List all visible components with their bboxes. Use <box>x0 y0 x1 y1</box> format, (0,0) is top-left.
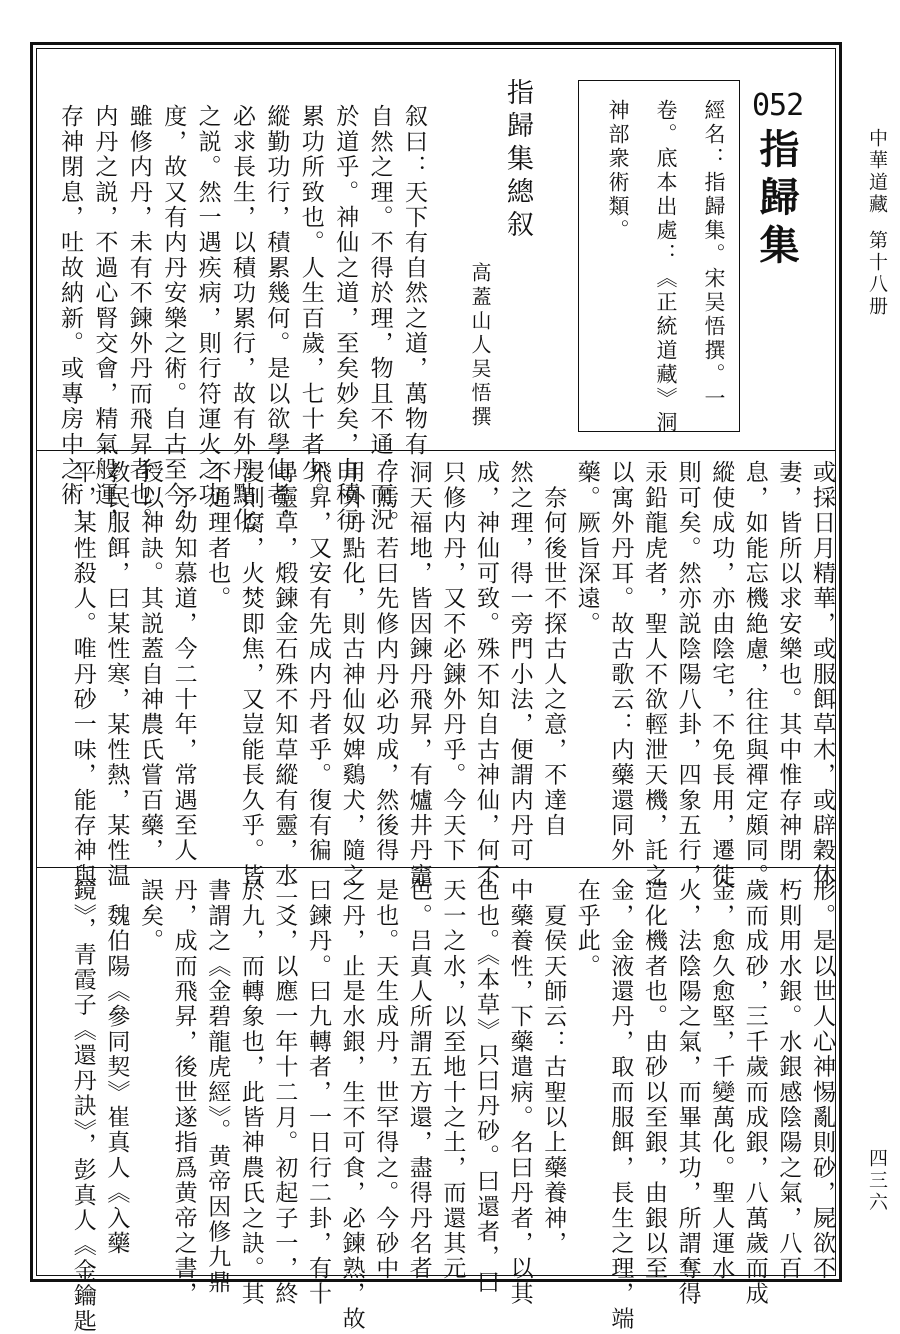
text-column: 朽則用水銀。水銀感陰陽之氣，八百 <box>775 878 802 1282</box>
text-column: 鏡》，青霞子《還丹訣》，彭真人《金鑰匙 <box>69 878 96 1334</box>
text-column: 然之理，得一旁門小法，便謂内丹可 <box>506 460 533 864</box>
text-column: 平，某性殺人。唯丹砂一味，能存神與 <box>69 460 96 889</box>
text-column: 之丹，止是水銀，生不可食，必鍊熟，故 <box>338 878 365 1332</box>
text-column: 縱使成功，亦由陰宅，不免長用，遷徙 <box>708 460 735 889</box>
text-column: 只修内丹，又不必鍊外丹乎。今天下 <box>439 460 466 864</box>
text-column: 存焉。若曰先修内丹必功成，然後得 <box>372 460 399 864</box>
info-line-1: 經名：指歸集。宋吴悟撰。一 <box>702 99 726 411</box>
text-column: 浸則腐，火焚即焦，又豈能長久乎。皆 <box>237 460 264 889</box>
text-column: 縱勤功行，積累幾何。是以欲學仙者， <box>263 104 290 533</box>
entry-info-box <box>578 80 740 435</box>
text-column: 叙曰：天下有自然之道，萬物有 <box>401 104 427 457</box>
text-column: 之説。然一遇疾病，則行符運火之功 <box>194 104 221 508</box>
text-column: 藥。厥旨深遠。 <box>573 460 600 637</box>
text-column: 教民服餌，曰某性寒，某性熱，某性温 <box>103 460 130 889</box>
text-column: 誤矣。 <box>137 878 163 954</box>
text-column: 於九，而轉象也，此皆神農氏之訣。其 <box>237 878 264 1307</box>
text-column: 尋靈草，煅鍊金石殊不知草縱有靈，水 <box>271 460 298 889</box>
entry-number: 052 <box>752 88 804 123</box>
text-column: 火，法陰陽之氣，而畢其功，所謂奪得 <box>674 878 701 1307</box>
text-column: 天一之水，以至地十之土，而還其元 <box>439 878 466 1282</box>
text-column: 曰鍊丹。曰九轉者，一日行二卦，有十 <box>305 878 331 1307</box>
text-column: 造化機者也。由砂以至銀，由銀以至 <box>641 878 667 1282</box>
text-column: 色。吕真人所謂五方還，盡得丹名者 <box>405 878 432 1282</box>
preface-title: 指歸集總叙 <box>502 78 533 243</box>
text-column: 累功所致也。人生百歲，七十者少。 <box>297 104 324 508</box>
margin-page-number: 四三六 <box>866 1148 888 1214</box>
text-column: 歲而成砂，三千歲而成銀，八萬歲而成 <box>741 878 768 1307</box>
text-column: 洞天福地，皆因鍊丹飛昇，有爐井丹竈 <box>405 460 432 889</box>
text-column: 二爻，以應一年十二月。初起子一，終 <box>271 878 298 1307</box>
text-column: 則可矣。然亦説陰陽八卦，四象五行， <box>674 460 701 889</box>
text-column: 予幼知慕道，今二十年，常遇至人 <box>170 460 197 864</box>
preface-author: 高蓋山人吴悟撰 <box>468 262 492 430</box>
text-column: 是也。天生成丹，世罕得之。今砂中 <box>372 878 399 1282</box>
text-column: 書謂之《金碧龍虎經》。黄帝因修九鼎 <box>204 878 231 1295</box>
text-column: 夏侯天師云：古聖以上藥養神， <box>540 878 567 1256</box>
text-column: 雖修内丹，未有不鍊外丹而飛昇者也。 <box>125 104 152 533</box>
text-column: 在乎此。 <box>573 878 600 979</box>
text-column: 色也。《本草》只曰丹砂。曰還者，曰 <box>473 878 499 1295</box>
text-column: 中藥養性，下藥遣病。名曰丹者，以其 <box>506 878 533 1307</box>
text-column: 以寓外丹耳。故古歌云：内藥還同外 <box>607 460 634 864</box>
text-column: 不通理者也。 <box>204 460 231 612</box>
margin-volume: 第十八册 <box>866 230 888 318</box>
text-column: 金，愈久愈堅，千變萬化。聖人運水 <box>708 878 735 1282</box>
text-column: 魏伯陽《參同契》崔真人《入藥 <box>103 878 130 1256</box>
text-column: 於道乎。神仙之道，至矣妙矣，由積行 <box>332 104 359 533</box>
text-column: 息，如能忘機絶慮，往往與禪定頗同。 <box>741 460 768 889</box>
info-line-3: 神部衆術類。 <box>606 99 630 243</box>
text-column: 丹，成而飛昇，後世遂指爲黄帝之書， <box>170 878 197 1307</box>
text-column: 飛昇，又安有先成内丹者乎。復有徧 <box>305 460 331 864</box>
text-column: 授以神訣。其説蓋自神農氏嘗百藥， <box>137 460 163 864</box>
text-column: 必求長生，以積功累行，故有外丹點化 <box>229 104 255 533</box>
text-column: 成，神仙可致。殊不知自古神仙，何不 <box>473 460 499 889</box>
text-column: 或採日月精華，或服餌草木，或辟穀休 <box>809 460 835 889</box>
text-column: 度，故又有内丹安樂之術。自古至今， <box>160 104 187 533</box>
entry-title: 指歸集 <box>753 128 799 272</box>
info-line-2: 卷。底本出處：《正統道藏》洞 <box>654 99 678 435</box>
text-column: 奈何後世不探古人之意，不達自 <box>540 460 567 838</box>
margin-collection-title: 中華道藏 <box>866 128 888 216</box>
text-column: 自然之理。不得於理，物且不通，而況 <box>366 104 393 533</box>
text-column: 存神閉息，吐故納新。或專房中之術， <box>57 104 83 533</box>
text-column: 金，金液還丹，取而服餌，長生之理，端 <box>607 878 634 1332</box>
section-divider-upper <box>37 450 835 451</box>
text-column: 形。是以世人心神惕亂則砂，屍欲不 <box>809 878 835 1282</box>
text-column: 汞鉛龍虎者，聖人不欲輕泄天機，託之 <box>641 460 667 889</box>
text-column: 妻，皆所以求安樂也。其中惟存神閉 <box>775 460 802 864</box>
text-column: 用外丹點化，則古神仙奴婢鷄犬，隨之 <box>338 460 365 889</box>
text-column: 内丹之説，不過心腎交會，精氣般運， <box>91 104 118 533</box>
